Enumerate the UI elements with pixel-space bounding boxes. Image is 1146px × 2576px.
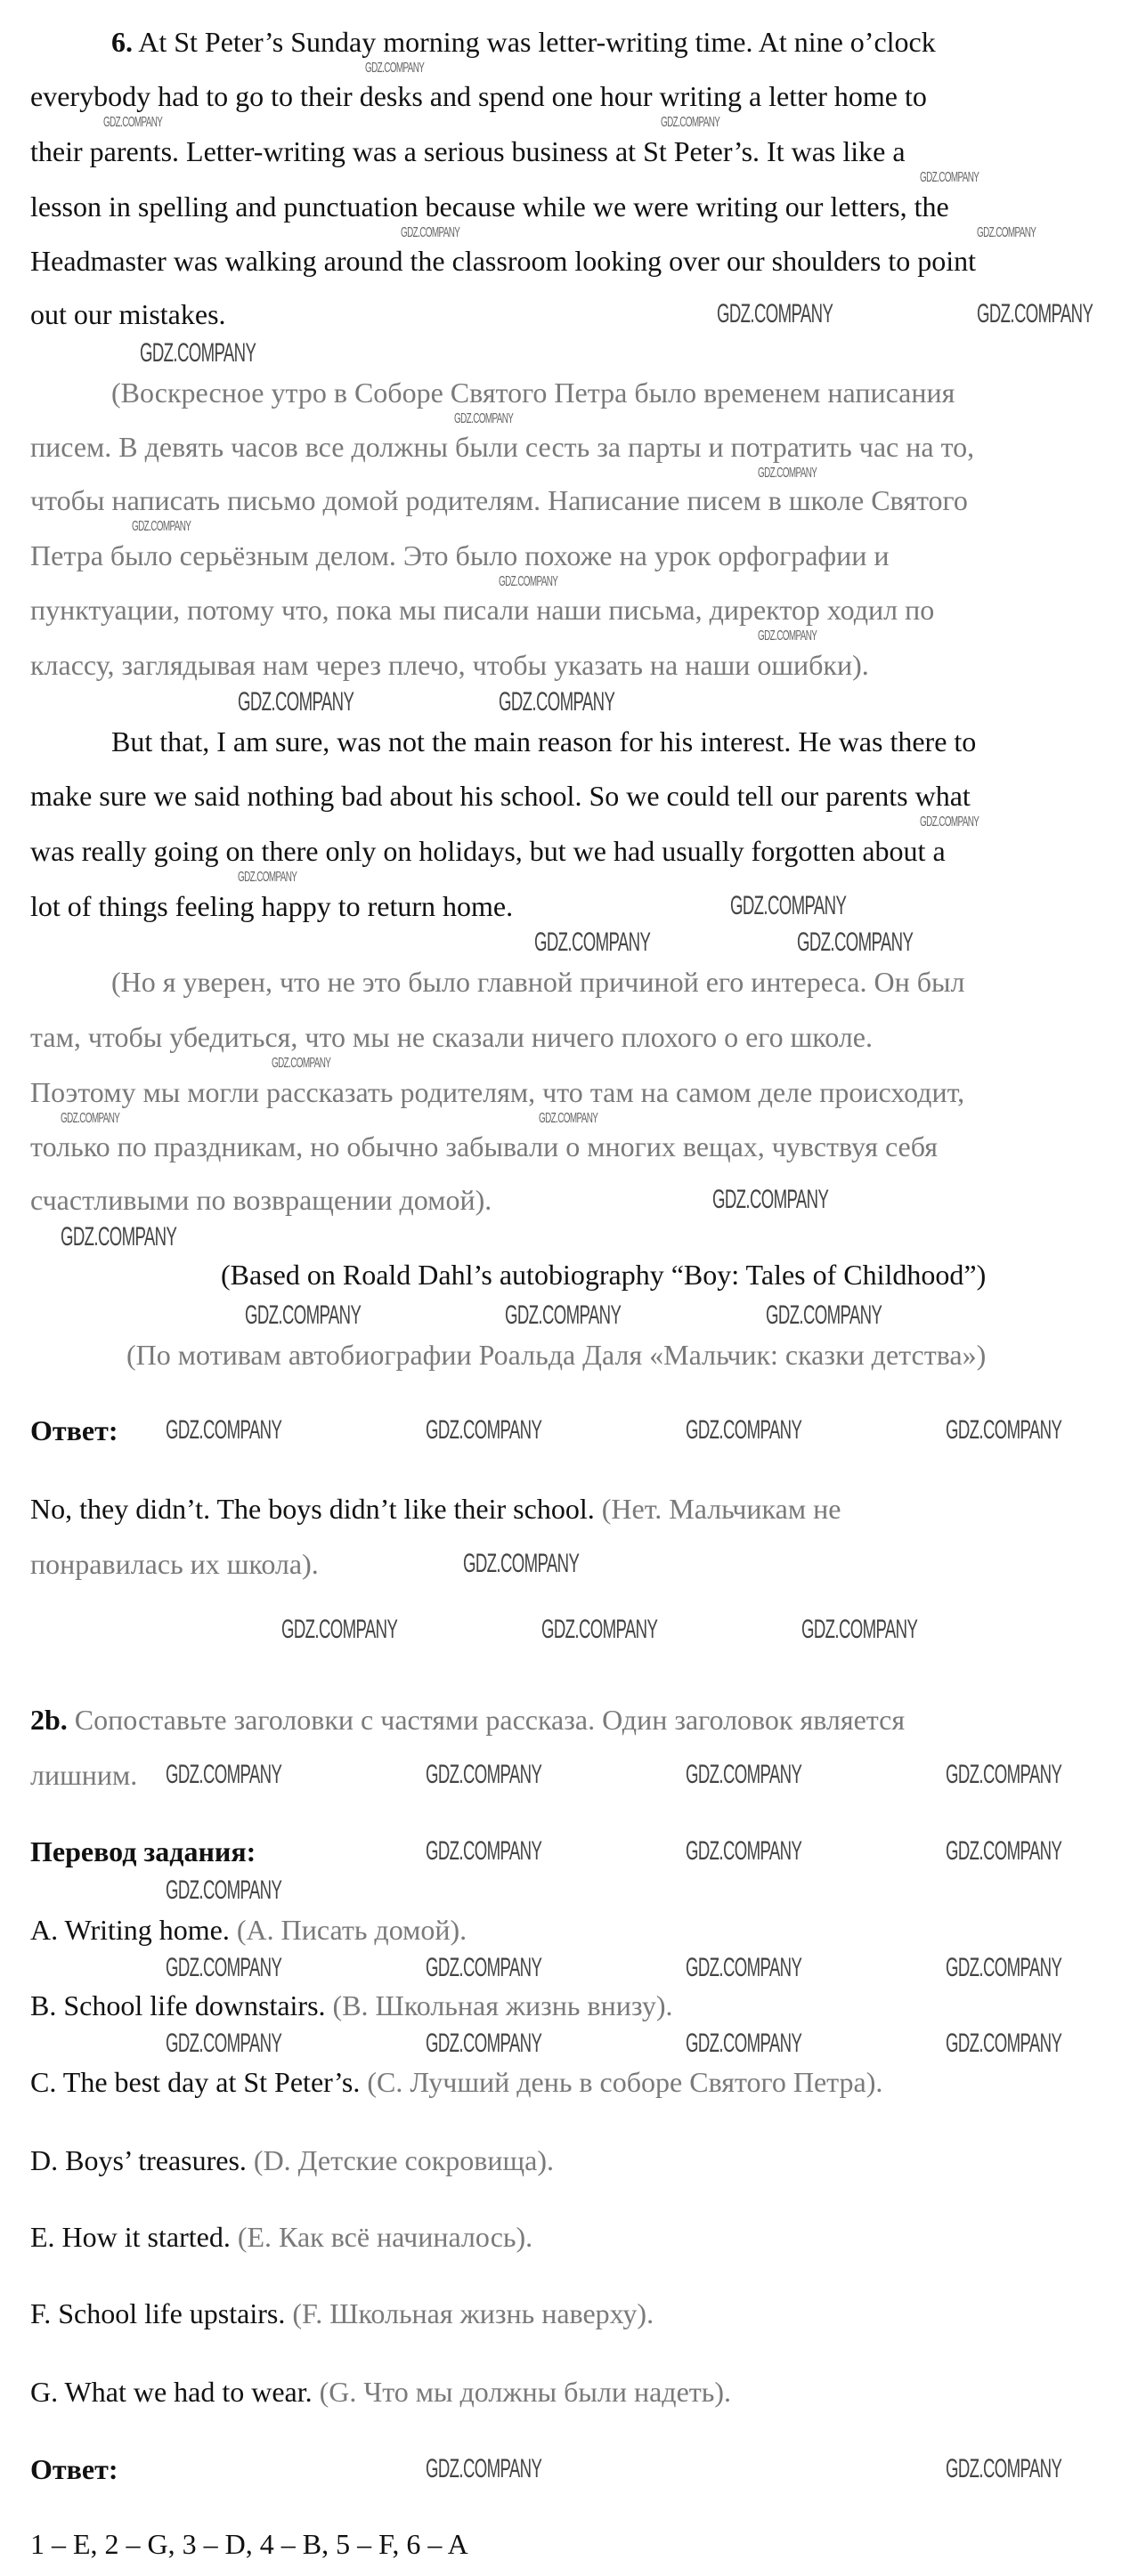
- watermark: GDZ.COMPANY: [801, 1615, 918, 1644]
- watermark: GDZ.COMPANY: [686, 1953, 802, 1982]
- watermark: GDZ.COMPANY: [730, 891, 847, 920]
- watermark: GDZ.COMPANY: [977, 299, 1093, 328]
- watermark: GDZ.COMPANY: [166, 1415, 282, 1445]
- answer-en: No, they didn’t. The boys didn’t like their school.: [30, 1493, 595, 1525]
- watermark: GDZ.COMPANY: [426, 2029, 542, 2058]
- story-p1-line: everybody had to go to their desks and spend one hour writing a letter home to: [30, 80, 927, 112]
- watermark: GDZ.COMPANY: [712, 1185, 829, 1214]
- heading-en: B. School life downstairs.: [30, 1989, 326, 2021]
- watermark: GDZ.COMPANY: [946, 1415, 1062, 1445]
- watermark: GDZ.COMPANY: [946, 2454, 1062, 2483]
- watermark: GDZ.COMPANY: [946, 1836, 1062, 1866]
- watermark: GDZ.COMPANY: [686, 2029, 802, 2058]
- heading-ru: (А. Писать домой).: [229, 1914, 467, 1946]
- heading-ru: (G. Что мы должны были надеть).: [312, 2376, 731, 2408]
- story-p1-ru-line: писем. В девять часов все должны были сесть за парты и потратить час на то,: [30, 431, 975, 463]
- story-p1-ru-line: пунктуации, потому что, пока мы писали наши письма, директор ходил по: [30, 594, 935, 626]
- story-p1-ru-line: классу, заглядывая нам через плечо, чтобы указать на наши ошибки).: [30, 649, 869, 681]
- story-p2-ru-line: только по праздникам, но обычно забывали о многих вещах, чувствуя себя: [30, 1130, 938, 1162]
- watermark: GDZ.COMPANY: [758, 628, 817, 644]
- heading-ru: (D. Детские сокровища).: [246, 2144, 555, 2176]
- watermark: GDZ.COMPANY: [238, 687, 354, 717]
- heading-item: [30, 1912, 467, 1948]
- watermark: GDZ.COMPANY: [61, 1222, 177, 1252]
- heading-en: E. How it started.: [30, 2221, 231, 2253]
- answer-label: Ответ:: [30, 2453, 118, 2485]
- watermark: GDZ.COMPANY: [140, 338, 256, 368]
- watermark: GDZ.COMPANY: [541, 1615, 658, 1644]
- watermark: GDZ.COMPANY: [534, 928, 651, 957]
- watermark: GDZ.COMPANY: [426, 1953, 542, 1982]
- watermark: GDZ.COMPANY: [132, 519, 191, 534]
- story-p1-ru-line: чтобы написать письмо домой родителям. Написание писем в школе Святого: [30, 484, 968, 516]
- watermark: GDZ.COMPANY: [166, 1953, 282, 1982]
- watermark: GDZ.COMPANY: [463, 1549, 580, 1578]
- story-p1-ru-line: (Воскресное утро в Соборе Святого Петра было временем написания: [111, 377, 955, 409]
- heading-ru: (F. Школьная жизнь наверху).: [285, 2297, 654, 2329]
- story-p2-line: But that, I am sure, was not the main reason for his interest. He was there to: [111, 725, 977, 757]
- watermark: GDZ.COMPANY: [454, 411, 514, 426]
- watermark: GDZ.COMPANY: [61, 1111, 120, 1126]
- watermark: GDZ.COMPANY: [946, 2029, 1062, 2058]
- heading-item: [30, 2296, 654, 2331]
- watermark: GDZ.COMPANY: [245, 1300, 362, 1330]
- story-p1-ru-line: Петра было серьёзным делом. Это было похоже на урок орфографии и: [30, 539, 890, 571]
- watermark: GDZ.COMPANY: [946, 1760, 1062, 1789]
- story-source-ru: (По мотивам автобиографии Роальда Даля «Мальчик: сказки детства»): [126, 1339, 987, 1371]
- answer-ru: (Нет. Мальчикам не: [594, 1493, 841, 1525]
- story-p1-line: their parents. Letter-writing was a serious business at St Peter’s. It was like a: [30, 135, 906, 167]
- watermark: GDZ.COMPANY: [166, 1875, 282, 1905]
- watermark: GDZ.COMPANY: [661, 115, 720, 130]
- heading-item: [30, 2219, 532, 2255]
- watermark: GDZ.COMPANY: [401, 225, 460, 240]
- story-p1-line: out our mistakes.: [30, 298, 226, 330]
- story-p2-ru-line: счастливыми по возвращении домой).: [30, 1184, 492, 1216]
- task-2b-line: лишним.: [30, 1759, 138, 1791]
- watermark: GDZ.COMPANY: [426, 1836, 542, 1866]
- story-source: (Based on Roald Dahl’s autobiography “Boy: Tales of Childhood”): [221, 1259, 987, 1291]
- watermark: GDZ.COMPANY: [797, 928, 914, 957]
- watermark: GDZ.COMPANY: [686, 1760, 802, 1789]
- watermark: GDZ.COMPANY: [920, 814, 979, 830]
- answer-ru-line: понравилась их школа).: [30, 1548, 319, 1580]
- watermark: GDZ.COMPANY: [426, 1415, 542, 1445]
- story-p2-line: lot of things feeling happy to return home.: [30, 890, 514, 922]
- answer-matching: 1 – E, 2 – G, 3 – D, 4 – B, 5 – F, 6 – A: [30, 2528, 468, 2560]
- watermark: GDZ.COMPANY: [539, 1111, 598, 1126]
- heading-en: F. School life upstairs.: [30, 2297, 286, 2329]
- watermark: GDZ.COMPANY: [281, 1615, 398, 1644]
- watermark: GDZ.COMPANY: [717, 299, 833, 328]
- watermark: GDZ.COMPANY: [426, 1760, 542, 1789]
- heading-ru: (С. Лучший день в соборе Святого Петра).: [360, 2066, 883, 2098]
- heading-item: [30, 2064, 882, 2100]
- heading-en: G. What we had to wear.: [30, 2376, 313, 2408]
- watermark: GDZ.COMPANY: [686, 1836, 802, 1866]
- text: At St Peter’s Sunday morning was letter-writing time. At nine o’clock: [138, 26, 936, 58]
- watermark: GDZ.COMPANY: [946, 1953, 1062, 1982]
- heading-en: C. The best day at St Peter’s.: [30, 2066, 361, 2098]
- answer-label: Ответ:: [30, 1414, 118, 1446]
- heading-item: [30, 2143, 554, 2178]
- watermark: GDZ.COMPANY: [505, 1300, 622, 1330]
- translation-label: Перевод задания:: [30, 1835, 256, 1867]
- watermark: GDZ.COMPANY: [365, 61, 425, 76]
- exercise-number: 6.: [111, 26, 133, 58]
- task-number: 2b.: [30, 1704, 68, 1736]
- watermark: GDZ.COMPANY: [238, 870, 297, 885]
- watermark: GDZ.COMPANY: [499, 574, 558, 589]
- answer-line: [30, 1491, 841, 1527]
- heading-en: A. Writing home.: [30, 1914, 230, 1946]
- story-p2-ru-line: там, чтобы убедиться, что мы не сказали ничего плохого о его школе.: [30, 1021, 873, 1053]
- watermark: GDZ.COMPANY: [166, 1760, 282, 1789]
- watermark: GDZ.COMPANY: [272, 1056, 331, 1071]
- heading-en: D. Boys’ treasures.: [30, 2144, 247, 2176]
- watermark: GDZ.COMPANY: [766, 1300, 882, 1330]
- heading-item: [30, 2374, 731, 2410]
- watermark: GDZ.COMPANY: [103, 115, 163, 130]
- story-p1-line: Headmaster was walking around the classroom looking over our shoulders to point: [30, 245, 976, 277]
- story-p1-line: lesson in spelling and punctuation because while we were writing our letters, the: [30, 190, 949, 223]
- story-p2-line: was really going on there only on holidays, but we had usually forgotten about a: [30, 835, 946, 867]
- story-p2-ru-line: (Но я уверен, что не это было главной причиной его интереса. Он был: [111, 966, 965, 998]
- watermark: GDZ.COMPANY: [758, 466, 817, 481]
- watermark: GDZ.COMPANY: [166, 2029, 282, 2058]
- watermark: GDZ.COMPANY: [426, 2454, 542, 2483]
- story-p1-line: [111, 24, 936, 60]
- watermark: GDZ.COMPANY: [499, 687, 615, 717]
- watermark: GDZ.COMPANY: [920, 170, 979, 185]
- task-2b-line: [30, 1702, 905, 1738]
- watermark: GDZ.COMPANY: [977, 225, 1036, 240]
- heading-ru: (В. Школьная жизнь внизу).: [325, 1989, 673, 2021]
- task-text: Сопоставьте заголовки с частями рассказа. Один заголовок является: [67, 1704, 906, 1736]
- watermark: GDZ.COMPANY: [686, 1415, 802, 1445]
- heading-item: [30, 1988, 673, 2023]
- story-p2-line: make sure we said nothing bad about his school. So we could tell our parents what: [30, 780, 971, 812]
- heading-ru: (Е. Как всё начиналось).: [230, 2221, 533, 2253]
- story-p2-ru-line: Поэтому мы могли рассказать родителям, что там на самом деле происходит,: [30, 1076, 965, 1108]
